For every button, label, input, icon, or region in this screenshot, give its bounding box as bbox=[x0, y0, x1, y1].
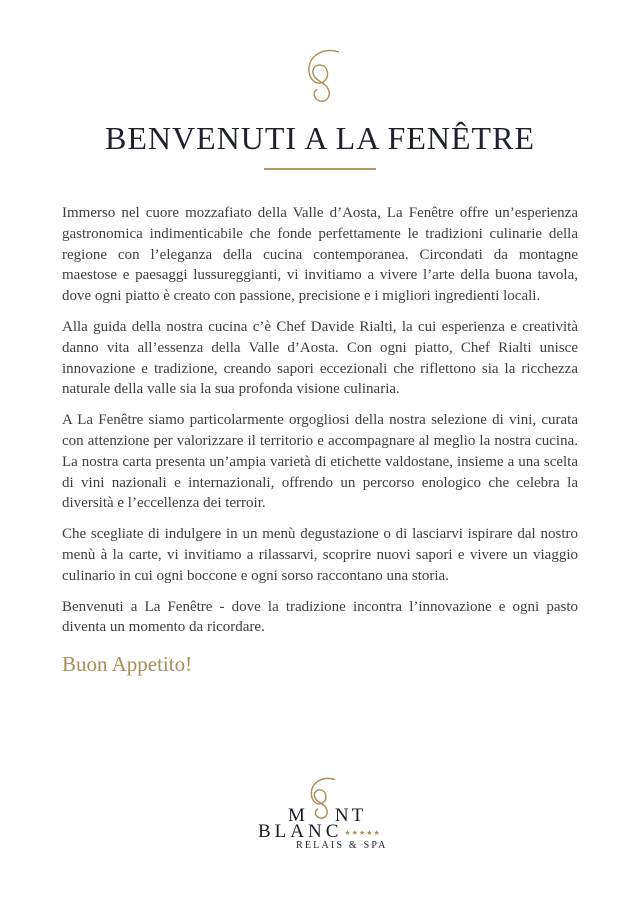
restaurant-logo bbox=[0, 0, 640, 108]
hotel-logo bbox=[230, 776, 410, 861]
welcome-paragraph: Immerso nel cuore mozzafiato della Valle d’Aosta, La Fenêtre offre un’esperienza gastronomica indimenticabile che fonde perfettamente le tradizioni culinarie della regione con l’eleganza della cucina contemporanea. Circondati da montagne maestose e paesaggi lussureggianti, vi invitiamo a vivere l’arte della buona tavola, dove ogni piatto è creato con passione, precisione e i migliori ingredienti locali. bbox=[62, 205, 578, 305]
calligraphic-swirl-icon bbox=[297, 48, 343, 108]
title-underline-divider bbox=[264, 168, 376, 170]
page-title: BENVENUTI A LA FENÊTRE bbox=[105, 120, 535, 156]
menu-paragraph: Che scegliate di indulgere in un menù degustazione o di lasciarvi ispirare dal nostro menù à la carte, vi invitiamo a rilassarvi, scoprire nuovi sapori e vivere un viaggio culinario in cui ogni boccone e ogni sorso raccontano una storia. bbox=[62, 526, 578, 584]
wine-paragraph: A La Fenêtre siamo particolarmente orgogliosi della nostra selezione di vini, curata con attenzione per valorizzare il territorio e accompagnare al meglio la nostra cucina. La nostra carta presenta un’ampia varietà di etichette valdostane, insieme a una scelta di vini nazionali e internazionali, offrendo un percorso enologico che celebra la diversità e l’eccellenza dei terroir. bbox=[62, 412, 578, 512]
closing-paragraph: Benvenuti a La Fenêtre - dove la tradizione incontra l’innovazione e ogni pasto diventa un momento da ricordare. bbox=[62, 598, 578, 636]
relais-spa-tagline: RELAIS & SPA bbox=[296, 840, 388, 851]
closing-greeting: Buon Appetito! bbox=[62, 652, 193, 677]
brand-letters-nt: NT bbox=[334, 805, 367, 826]
welcome-text bbox=[0, 203, 640, 675]
chef-paragraph: Alla guida della nostra cucina c’è Chef Davide Rialti, la cui esperienza e creatività danno vita all’essenza della Valle d’Aosta. Con ogni piatto, Chef Rialti unisce innovazione e tradizione, creando sapori eccezionali che riflettono sia la ricchezza naturale della valle sia la sua profonda visione culinaria. bbox=[62, 318, 578, 398]
five-stars-rating: ★★★★★ bbox=[344, 829, 381, 837]
brand-blanc-text: BLANC bbox=[258, 821, 343, 842]
brand-letter-m: M bbox=[288, 805, 308, 826]
